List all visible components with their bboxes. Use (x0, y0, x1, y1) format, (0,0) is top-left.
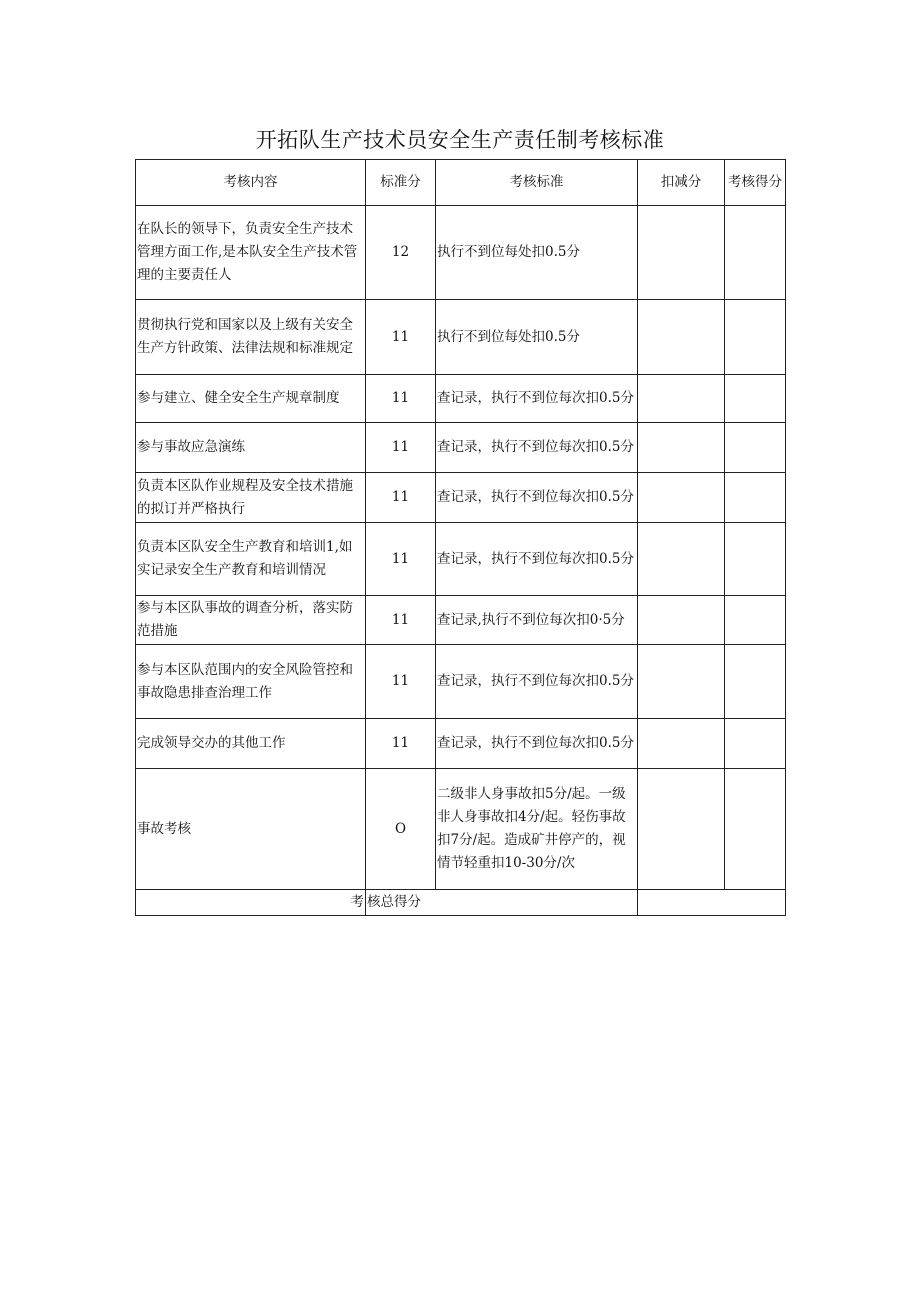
row-standard-score: O (366, 769, 436, 890)
header-content: 考核内容 (136, 160, 366, 206)
assessment-table (135, 159, 786, 916)
total-label-right: 核总得分 (366, 890, 638, 916)
table-row (136, 596, 786, 645)
total-label-left: 考 (136, 890, 366, 916)
table-row (136, 645, 786, 719)
row-content: 参与建立、健全安全生产规章制度 (136, 375, 366, 423)
row-score-cell[interactable] (725, 473, 786, 523)
row-standard-score: 11 (366, 473, 436, 523)
row-criteria: 二级非人身事故扣5分/起。一级非人身事故扣4分/起。轻伤事故扣7分/起。造成矿井停产的，视情节轻重扣10-30分/次 (436, 769, 638, 890)
row-criteria: 执行不到位每处扣0.5分 (436, 300, 638, 375)
header-row (136, 160, 786, 206)
row-score-cell[interactable] (725, 769, 786, 890)
row-content: 负责本区队作业规程及安全技术措施的拟订并严格执行 (136, 473, 366, 523)
row-deduction-cell[interactable] (638, 300, 725, 375)
table-row (136, 523, 786, 596)
row-standard-score: 11 (366, 523, 436, 596)
row-content: 贯彻执行党和国家以及上级有关安全生产方针政策、法律法规和标准规定 (136, 300, 366, 375)
total-row (136, 890, 786, 916)
row-deduction-cell[interactable] (638, 375, 725, 423)
table-row (136, 719, 786, 769)
table-row (136, 300, 786, 375)
row-deduction-cell[interactable] (638, 473, 725, 523)
row-score-cell[interactable] (725, 206, 786, 300)
row-score-cell[interactable] (725, 719, 786, 769)
row-criteria: 查记录，执行不到位每次扣0.5分 (436, 423, 638, 473)
row-standard-score: 11 (366, 645, 436, 719)
row-deduction-cell[interactable] (638, 596, 725, 645)
table-row (136, 375, 786, 423)
row-content: 参与事故应急演练 (136, 423, 366, 473)
row-content: 参与本区队事故的调查分析，落实防范措施 (136, 596, 366, 645)
row-score-cell[interactable] (725, 523, 786, 596)
row-standard-score: 11 (366, 423, 436, 473)
header-deduction: 扣减分 (638, 160, 725, 206)
row-score-cell[interactable] (725, 300, 786, 375)
total-score-cell[interactable] (638, 890, 786, 916)
row-standard-score: 12 (366, 206, 436, 300)
row-standard-score: 11 (366, 300, 436, 375)
row-criteria: 查记录，执行不到位每次扣0.5分 (436, 375, 638, 423)
row-criteria: 查记录，执行不到位每次扣0.5分 (436, 473, 638, 523)
row-deduction-cell[interactable] (638, 645, 725, 719)
header-criteria: 考核标准 (436, 160, 638, 206)
table-row (136, 423, 786, 473)
row-standard-score: 11 (366, 596, 436, 645)
row-score-cell[interactable] (725, 423, 786, 473)
row-deduction-cell[interactable] (638, 423, 725, 473)
row-content: 事故考核 (136, 769, 366, 890)
row-criteria: 查记录,执行不到位每次扣0·5分 (436, 596, 638, 645)
row-content: 完成领导交办的其他工作 (136, 719, 366, 769)
header-standard-score: 标准分 (366, 160, 436, 206)
row-content: 负责本区队安全生产教育和培训1,如实记录安全生产教育和培训情况 (136, 523, 366, 596)
page-title: 开拓队生产技术员安全生产责任制考核标准 (255, 128, 665, 152)
header-score: 考核得分 (725, 160, 786, 206)
row-deduction-cell[interactable] (638, 523, 725, 596)
table-row (136, 206, 786, 300)
row-score-cell[interactable] (725, 375, 786, 423)
row-standard-score: 11 (366, 719, 436, 769)
row-score-cell[interactable] (725, 596, 786, 645)
row-criteria: 查记录，执行不到位每次扣0.5分 (436, 645, 638, 719)
table-row (136, 769, 786, 890)
row-criteria: 查记录，执行不到位每次扣0.5分 (436, 719, 638, 769)
row-deduction-cell[interactable] (638, 719, 725, 769)
row-content: 在队长的领导下，负责安全生产技术管理方面工作,是本队安全生产技术管理的主要责任人 (136, 206, 366, 300)
row-criteria: 执行不到位每处扣0.5分 (436, 206, 638, 300)
row-content: 参与本区队范围内的安全风险管控和事故隐患排查治理工作 (136, 645, 366, 719)
row-standard-score: 11 (366, 375, 436, 423)
row-deduction-cell[interactable] (638, 206, 725, 300)
row-score-cell[interactable] (725, 645, 786, 719)
table-row (136, 473, 786, 523)
row-deduction-cell[interactable] (638, 769, 725, 890)
row-criteria: 查记录，执行不到位每次扣0.5分 (436, 523, 638, 596)
